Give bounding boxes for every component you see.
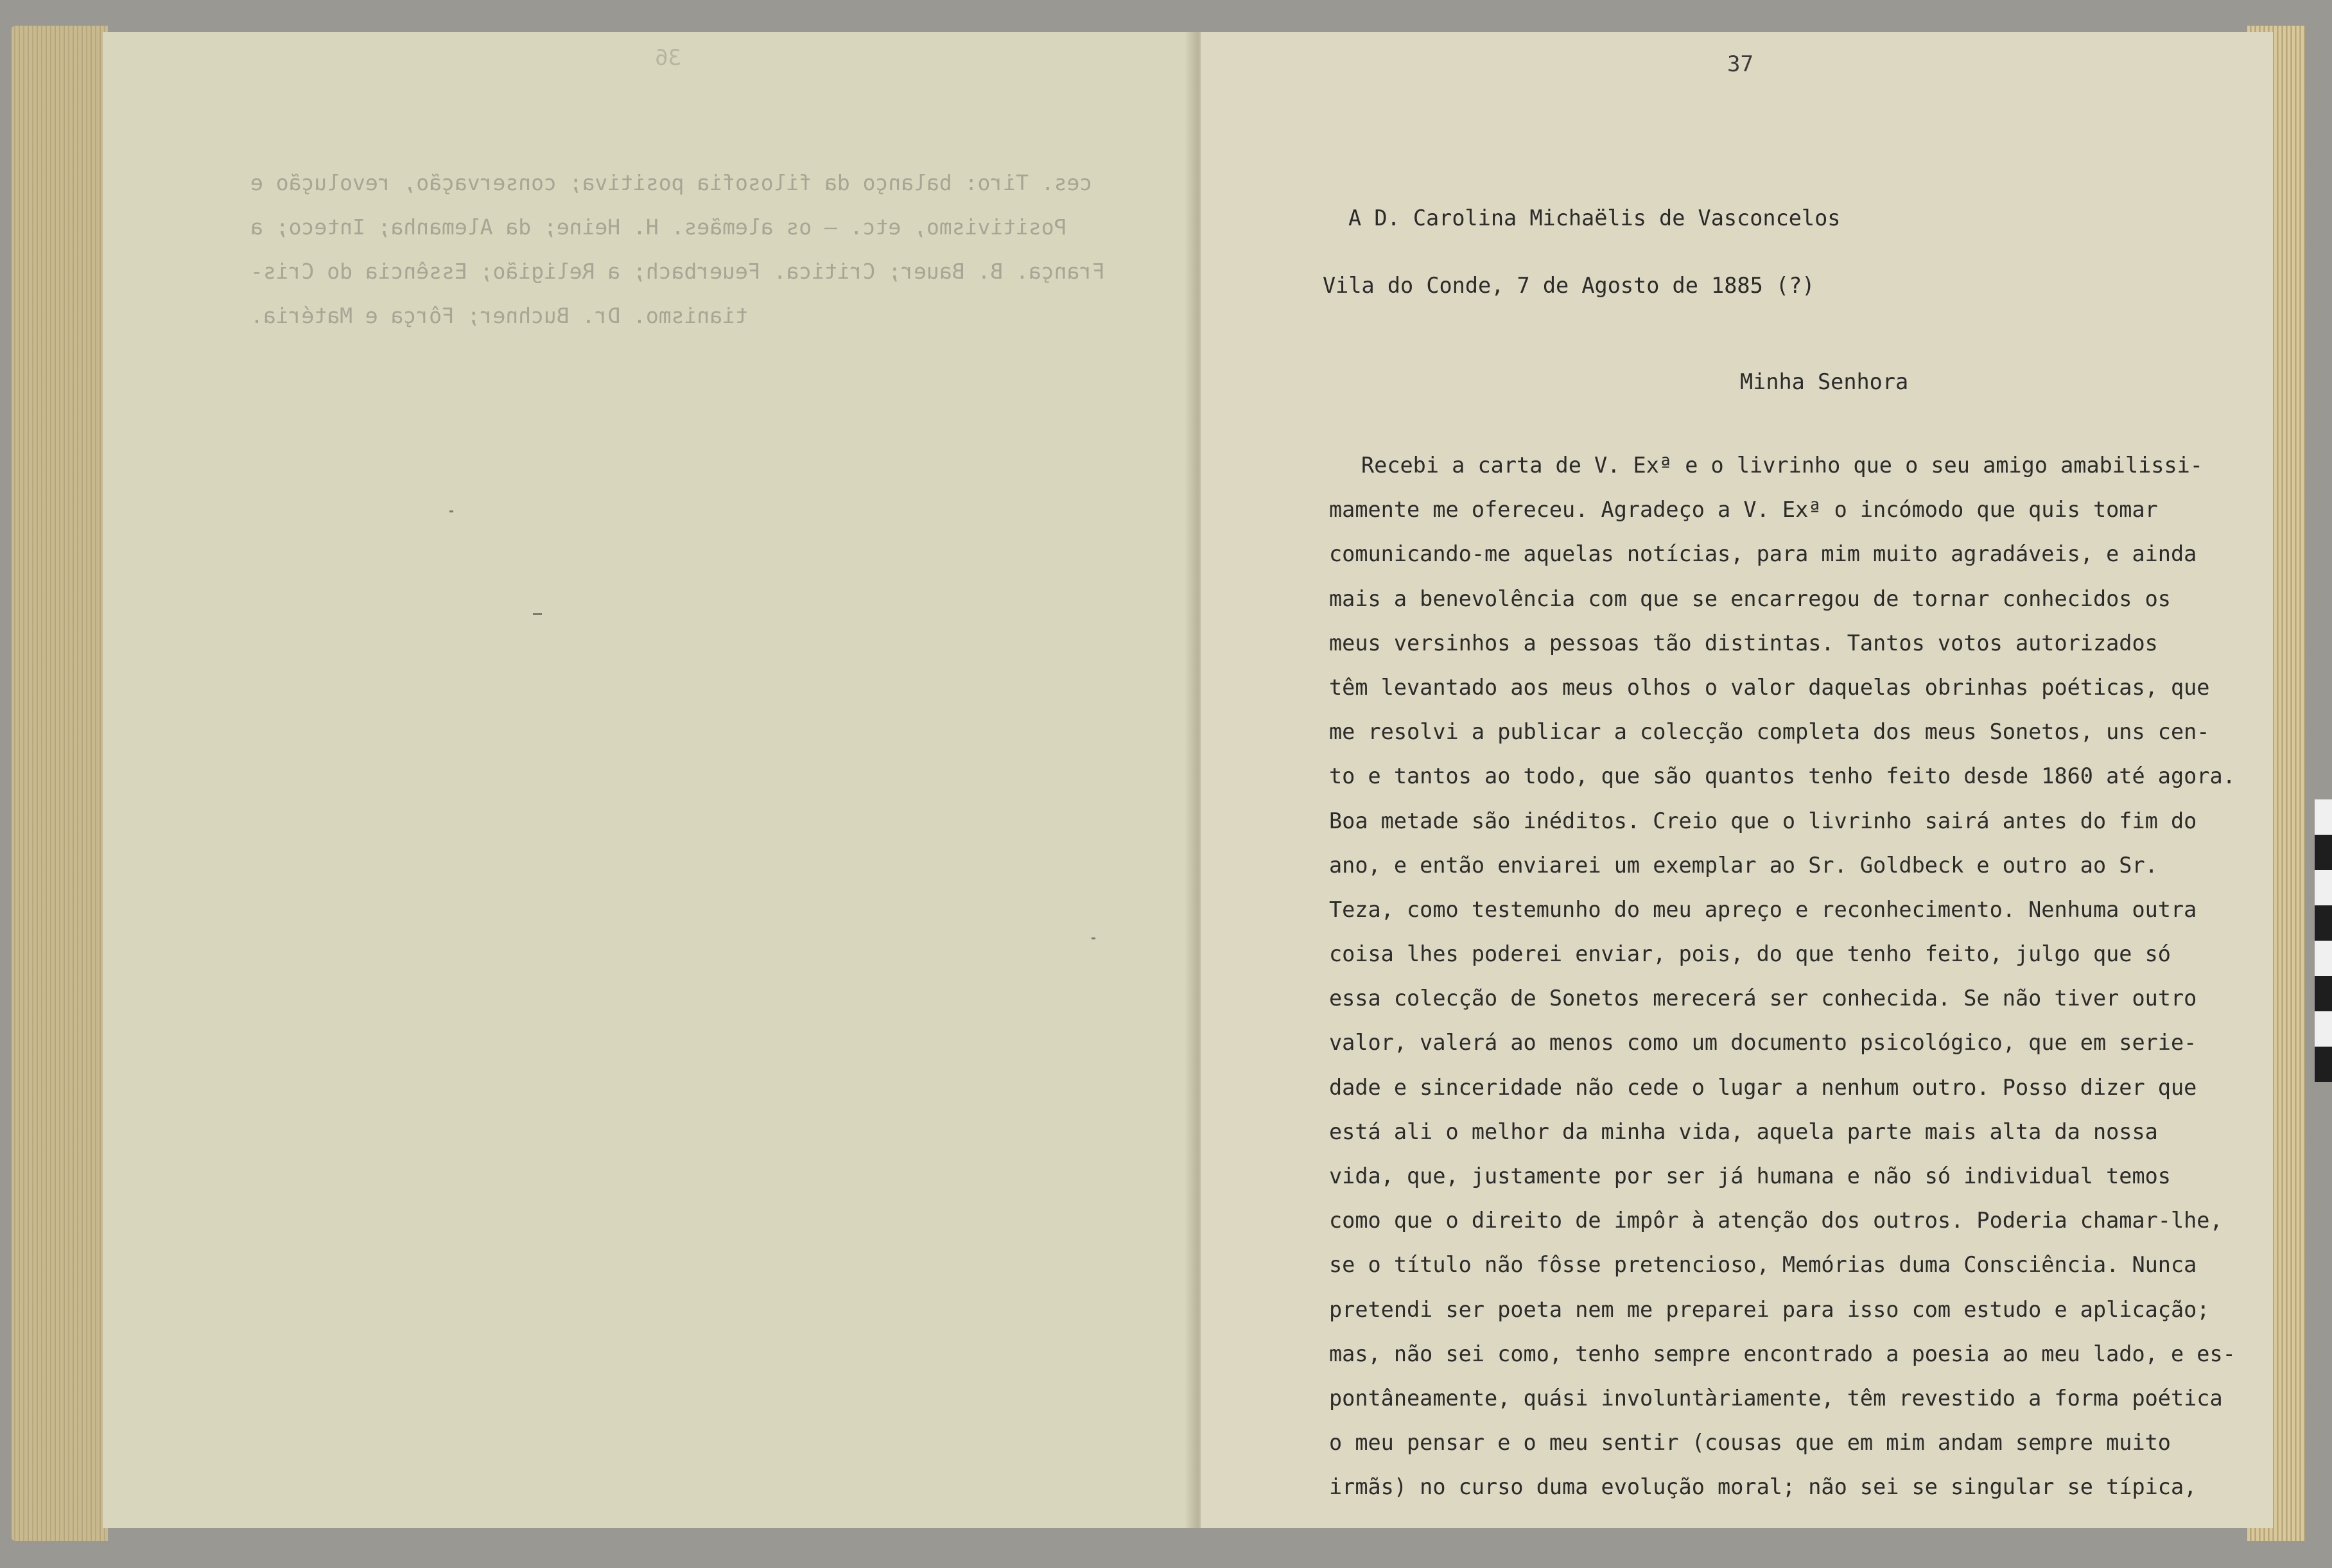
letter-recipient: A D. Carolina Michaëlis de Vasconcelos [1348,205,1841,231]
bleed-line: tianismo. Dr. Buchner; Fôrça e Matéria. [250,303,748,328]
bleed-line: França. B. Bauer; Critica. Feuerbach; a Religião; Essência do Cris- [250,259,1106,284]
page-number-left: 36 [655,45,681,71]
body-line: se o título não fôsse pretencioso, Memórias duma Consciência. Nunca [1329,1252,2197,1278]
body-line: irmãs) no curso duma evolução moral; não sei se singular se típica, [1329,1474,2197,1500]
left-page [103,32,1194,1528]
page-number-right: 37 [1727,51,1753,77]
page-speck [449,510,453,512]
body-line: está ali o melhor da minha vida, aquela parte mais alta da nossa [1329,1119,2158,1144]
body-line: to e tantos ao todo, que são quantos tenho feito desde 1860 até agora. [1329,763,2236,789]
body-line: dade e sinceridade não cede o lugar a nenhum outro. Posso dizer que [1329,1074,2197,1100]
bleed-line: Positivismo, etc. — os alemães. H. Heine; da Alemanha; Inteco; a [250,214,1067,240]
body-line: vida, que, justamente por ser já humana e não só individual temos [1329,1163,2171,1189]
body-line: Recebi a carta de V. Exª e o livrinho que o seu amigo amabilissi- [1361,453,2203,478]
page-speck [533,613,542,615]
body-line: ano, e então enviarei um exemplar ao Sr. Goldbeck e outro ao Sr. [1329,852,2158,878]
body-line: pretendi ser poeta nem me preparei para isso com estudo e aplicação; [1329,1296,2210,1322]
body-line: mais a benevolência com que se encarregou de tornar conhecidos os [1329,586,2171,611]
body-line: Teza, como testemunho do meu apreço e reconhecimento. Nenhuma outra [1329,896,2197,922]
body-line: como que o direito de impôr à atenção dos outros. Poderia chamar-lhe, [1329,1208,2223,1233]
page-speck [1092,937,1095,939]
body-line: têm levantado aos meus olhos o valor daquelas obrinhas poéticas, que [1329,674,2210,700]
letter-body [1329,443,2279,1510]
body-line: pontâneamente, quási involuntàriamente, têm revestido a forma poética [1329,1385,2223,1411]
body-line: essa colecção de Sonetos merecerá ser conhecida. Se não tiver outro [1329,986,2197,1011]
body-line: me resolvi a publicar a colecção completa dos meus Sonetos, uns cen- [1329,719,2210,745]
page-stack-left [12,26,108,1541]
letter-salutation: Minha Senhora [1740,369,1909,394]
bleed-line: ces. Tiro: balanço da filosofia positiva; conservação, revolução e [250,170,1093,195]
letter-place-date: Vila do Conde, 7 de Agosto de 1885 (?) [1323,273,1815,298]
body-line: mamente me ofereceu. Agradeço a V. Exª o incómodo que quis tomar [1329,497,2158,523]
body-line: meus versinhos a pessoas tão distintas. Tantos votos autorizados [1329,630,2158,656]
body-line: comunicando-me aquelas notícias, para mim muito agradáveis, e ainda [1329,541,2197,567]
body-line: Boa metade são inéditos. Creio que o livrinho sairá antes do fim do [1329,808,2197,833]
body-line: valor, valerá ao menos como um documento psicológico, que em serie- [1329,1030,2197,1056]
body-line: coisa lhes poderei enviar, pois, do que tenho feito, julgo que só [1329,941,2171,967]
body-line: o meu pensar e o meu sentir (cousas que em mim andam sempre muito [1329,1430,2171,1456]
color-scale-ruler [2315,799,2332,1082]
right-page [1201,32,2273,1528]
bleed-through-text [250,161,1246,338]
body-line: mas, não sei como, tenho sempre encontrado a poesia ao meu lado, e es- [1329,1341,2236,1366]
